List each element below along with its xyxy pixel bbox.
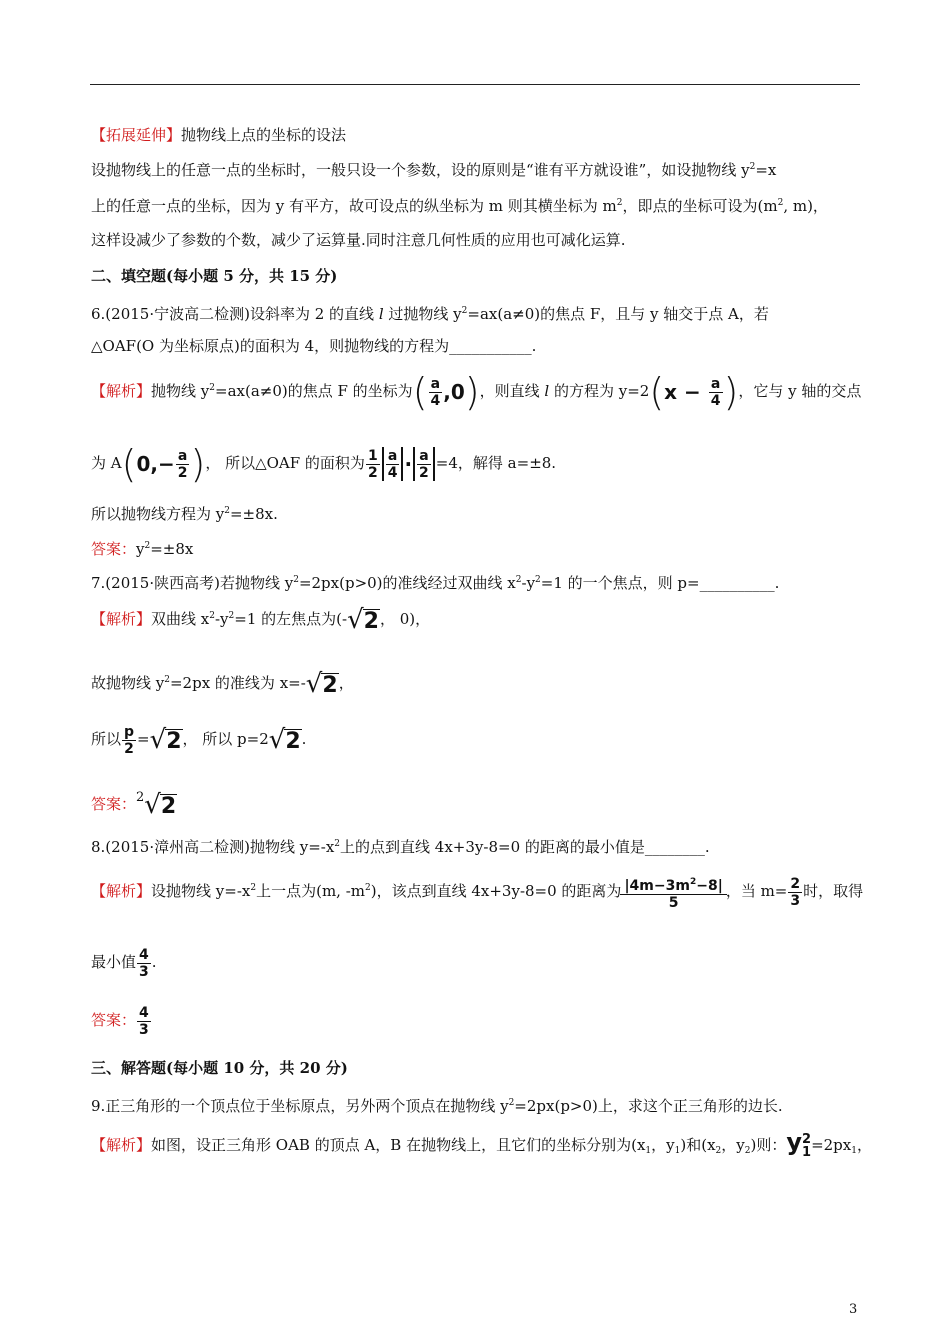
q7-solution-line-1: 【解析】双曲线 $x^2-y^2=1$ 的左焦点为(- √ 2 ， 0)， — [91, 605, 431, 635]
q8-line-1: 8.(2015·漳州高二检测)抛物线 $y=-x^2$上的点到直线 4x+3y-8=0 的距离的最小值是________. — [91, 838, 710, 856]
q9-solution-line-1: 【解析】如图，设正三角形 OAB 的顶点 A，B 在抛物线上，且它们的坐标分别为($x_1$，$y_1$)和($x_2$，$y_2$)则：y 2 1 $=2px_1$， — [91, 1128, 872, 1160]
q6-solution-line-3: 所以抛物线方程为 $y^2=\pm 8x$. — [91, 505, 278, 523]
distance-fraction: $\frac{|4m-3m^2-8|}{5}$ — [622, 874, 724, 911]
extension-line-3: 这样设减少了参数的个数，减少了运算量.同时注意几何性质的应用也可减化运算. — [91, 231, 626, 249]
q6-solution-tag: 【解析】 — [91, 382, 152, 400]
header-rule — [90, 84, 860, 85]
q8-answer: 答案： $\frac{4}{3}$ — [91, 1004, 149, 1038]
q7-line-1: 7.(2015·陕西高考)若抛物线 $y^2=2px(p>0)$的准线经过双曲线 $x^2-y^2=1$ 的一个焦点，则 p=__________. — [91, 574, 780, 592]
q7-solution-line-3: 所以 $\frac{p}{2}$ = √ 2 ， 所以 p=2 √ 2 . — [91, 723, 307, 757]
q8-solution-line-1: 【解析】设抛物线 $y=-x^2$上一点为(m, $-m^2$)，该点到直线 4x+3y-8=0 的距离为 $\frac{|4m-3m^2-8|}{5}$ ，当 m= $\frac{2}{3}$ 时，取得 — [91, 875, 864, 911]
extension-line-1: 设抛物线上的任意一点的坐标时，一般只设一个参数，设的原则是“谁有平方就设谁”，如设抛物线 $y^2=x$ — [91, 161, 777, 179]
section-answer-heading: 三、解答题(每小题 10 分，共 20 分) — [91, 1059, 348, 1077]
q7-answer: 答案：2 √ 2 — [91, 790, 177, 820]
q8-solution-line-2: 最小值 $\frac{4}{3}$ . — [91, 946, 157, 980]
q6-line-2: △OAF(O 为坐标原点)的面积为 4，则抛物线的方程为___________. — [91, 337, 537, 355]
q6-answer: 答案：$y^2=\pm 8x$ — [91, 540, 194, 558]
q6-line-1: 6.(2015·宁波高二检测)设斜率为 2 的直线 l 过抛物线 $y^2=ax(a\ne 0)$的焦点 F，且与 y 轴交于点 A，若 — [91, 305, 769, 323]
q6-solution-line-2: 为 A(0,− $\frac{a}{2}$ )， 所以△OAF 的面积为 $\frac{1}{2}$ $\frac{a}{4}$ · $\frac{a}{2}$ =4，解得 a=±8. — [91, 442, 557, 486]
extension-title: 抛物线上点的坐标的设法 — [181, 126, 347, 144]
fraction-a-over-4: $\frac{a}{4}$ — [430, 375, 441, 409]
sqrt-2: √ 2 — [347, 605, 379, 635]
q7-solution-line-2: 故抛物线 $y^2=2px$ 的准线为 x=- √ 2 ， — [91, 669, 354, 699]
extension-heading — [91, 125, 346, 145]
page-number: 3 — [849, 1302, 858, 1317]
q9-line-1: 9.正三角形的一个顶点位于坐标原点，另外两个顶点在抛物线 $y^2=2px(p>0)$上，求这个正三角形的边长. — [91, 1097, 783, 1115]
section-fill-blank-heading: 二、填空题(每小题 5 分，共 15 分) — [91, 267, 338, 285]
extension-tag: 【拓展延伸】 — [91, 126, 182, 144]
extension-line-2: 上的任意一点的坐标，因为 y 有平方，故可设点的纵坐标为 m 则其横坐标为 $m^2$，即点的坐标可设为($m^2$, m)， — [91, 197, 828, 215]
q6-solution-line-1: 【解析】抛物线 $y^2=ax(a\ne 0)$的焦点 F 的坐标为( $\frac{a}{4}$ ,0)，则直线 l 的方程为 y=2(x − $\frac{a}{4}$ )，它与 y 轴的交点 — [91, 370, 862, 414]
